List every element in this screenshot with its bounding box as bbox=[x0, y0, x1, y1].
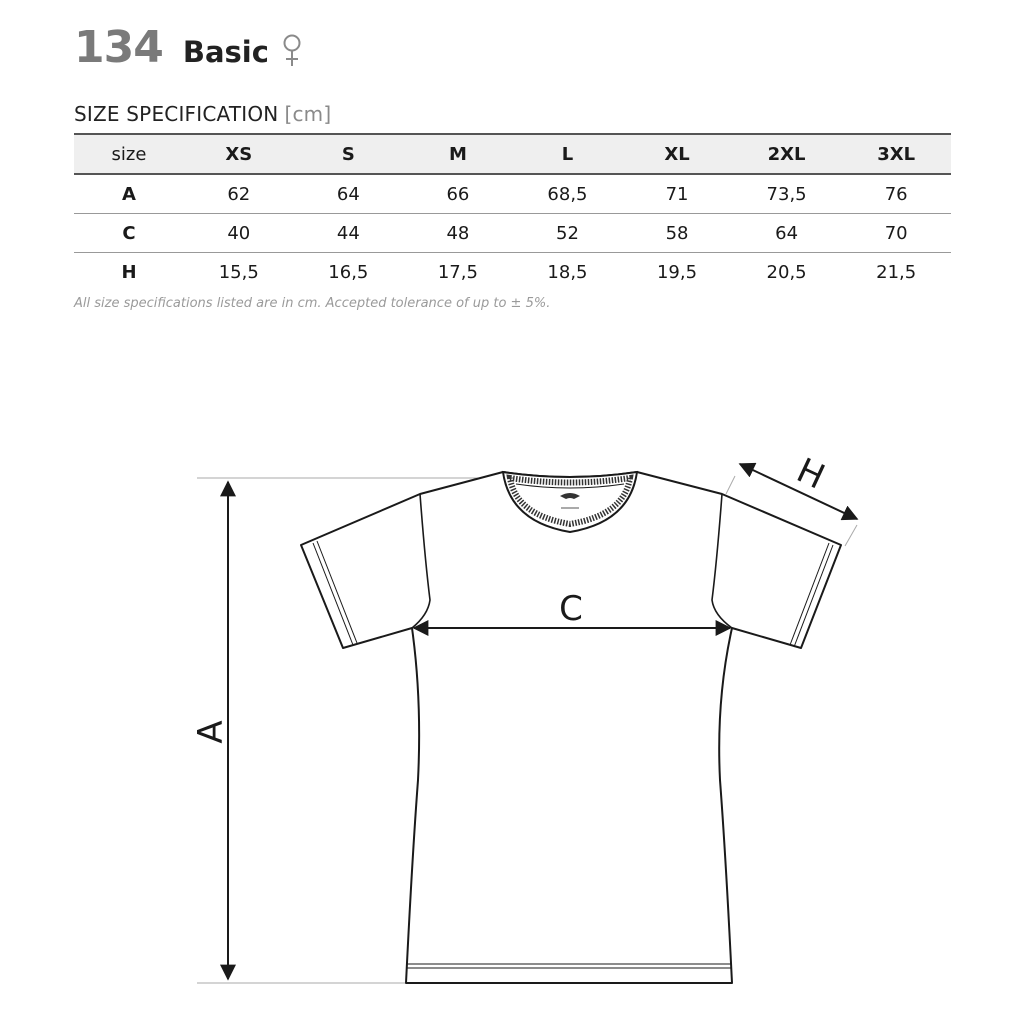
table-cell: 62 bbox=[184, 174, 294, 214]
table-cell: 76 bbox=[841, 174, 951, 214]
spec-title-text: SIZE SPECIFICATION bbox=[74, 102, 279, 126]
row-label: H bbox=[121, 261, 137, 283]
row-label: A bbox=[74, 174, 184, 214]
h-guide-top bbox=[726, 476, 735, 494]
column-header: S bbox=[294, 134, 404, 174]
table-cell: 21,5 bbox=[876, 261, 917, 283]
h-guide-bottom bbox=[845, 525, 857, 546]
column-header: 3XL bbox=[841, 134, 951, 174]
table-cell: 71 bbox=[622, 174, 732, 214]
table-cell: 18,5 bbox=[547, 261, 588, 283]
spec-title bbox=[74, 102, 331, 126]
product-code: 134 bbox=[74, 22, 163, 73]
column-header: size bbox=[74, 134, 184, 174]
column-header: XS bbox=[184, 134, 294, 174]
dimension-c-label: C bbox=[559, 589, 583, 629]
table-cell: 64 bbox=[294, 174, 404, 214]
column-header: L bbox=[513, 134, 623, 174]
product-header bbox=[74, 22, 301, 74]
table-row bbox=[74, 174, 951, 214]
table-cell: 70 bbox=[841, 214, 951, 253]
table-cell: 19,5 bbox=[656, 261, 698, 283]
tshirt-measurement-diagram bbox=[0, 440, 1024, 1000]
table-cell: 52 bbox=[513, 214, 623, 253]
table-cell: 48 bbox=[403, 214, 513, 253]
column-header: XL bbox=[622, 134, 732, 174]
table-cell: 16,5 bbox=[328, 261, 369, 283]
table-cell: 68,5 bbox=[513, 174, 623, 214]
column-header: 2XL bbox=[732, 134, 842, 174]
table-cell: 64 bbox=[732, 214, 842, 253]
table-row bbox=[74, 214, 951, 253]
table-cell: 58 bbox=[622, 214, 732, 253]
tolerance-note: All size specifications listed are in cm. Accepted tolerance of up to ± 5%. bbox=[74, 296, 551, 311]
table-cell: 15,5 bbox=[218, 261, 259, 283]
table-cell: 66 bbox=[403, 174, 513, 214]
dimension-a-label: A bbox=[191, 720, 231, 744]
table-cell: 44 bbox=[294, 214, 404, 253]
tshirt-outline bbox=[301, 472, 841, 983]
female-symbol-icon bbox=[283, 34, 301, 72]
dimension-h-label: H bbox=[790, 450, 831, 498]
spec-title-unit: [cm] bbox=[284, 102, 332, 126]
size-table bbox=[74, 133, 951, 291]
row-label: C bbox=[74, 214, 184, 253]
table-cell: 40 bbox=[184, 214, 294, 253]
size-table-header bbox=[74, 134, 951, 174]
column-header: M bbox=[403, 134, 513, 174]
table-row bbox=[74, 253, 951, 292]
table-cell: 17,5 bbox=[437, 261, 478, 283]
table-cell: 20,5 bbox=[766, 261, 807, 283]
product-name: Basic bbox=[182, 35, 269, 69]
table-cell: 73,5 bbox=[732, 174, 842, 214]
